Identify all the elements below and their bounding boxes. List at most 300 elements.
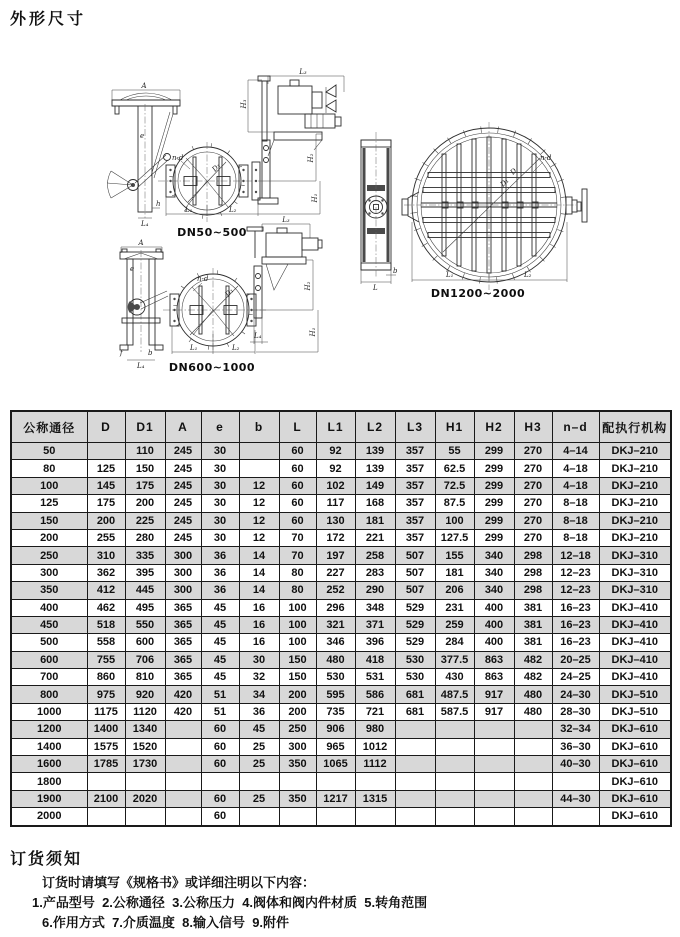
table-cell: 16: [239, 616, 279, 633]
table-cell: 14: [239, 564, 279, 581]
dim-label-L4: L₄: [137, 362, 145, 370]
table-cell: 12: [239, 495, 279, 512]
table-cell: 12: [239, 477, 279, 494]
dim-label-D1: D₁: [498, 176, 511, 189]
table-cell: 125: [11, 495, 87, 512]
table-cell: [514, 738, 552, 755]
table-cell: [165, 773, 201, 790]
table-cell: 412: [87, 582, 125, 599]
table-cell: 102: [316, 477, 355, 494]
table-cell: 100: [279, 616, 316, 633]
table-cell: 920: [125, 686, 165, 703]
table-cell: 1175: [87, 703, 125, 720]
table-cell: 310: [87, 547, 125, 564]
table-cell: 181: [355, 512, 395, 529]
table-cell: 800: [11, 686, 87, 703]
table-header-cell: A: [165, 411, 201, 443]
table-cell: 1785: [87, 756, 125, 773]
table-cell: 1730: [125, 756, 165, 773]
table-cell: 558: [87, 634, 125, 651]
table-cell: 299: [474, 443, 514, 460]
table-cell: 30: [201, 512, 239, 529]
table-row: [11, 634, 671, 651]
dim-label-b: b: [393, 267, 398, 275]
table-cell: 335: [125, 547, 165, 564]
table-cell: 357: [395, 512, 435, 529]
table-cell: 863: [474, 669, 514, 686]
table-cell: 30: [239, 651, 279, 668]
dim-label-b: b: [148, 349, 153, 357]
table-header-row: [11, 411, 671, 443]
table-cell: 149: [355, 477, 395, 494]
table-cell: 45: [239, 721, 279, 738]
table-cell: DKJ–210: [599, 477, 671, 494]
dim-label-L2: L₂: [232, 344, 240, 352]
table-cell: 181: [435, 564, 474, 581]
table-cell: 60: [201, 790, 239, 807]
table-row: [11, 477, 671, 494]
table-cell: 30: [201, 460, 239, 477]
table-cell: 495: [125, 599, 165, 616]
table-cell: 480: [514, 686, 552, 703]
table-cell: DKJ–410: [599, 669, 671, 686]
table-cell: 270: [514, 512, 552, 529]
dim-label-D1: D₁: [210, 161, 223, 174]
table-cell: 36: [239, 703, 279, 720]
table-cell: 245: [165, 460, 201, 477]
table-cell: 14: [239, 547, 279, 564]
table-cell: [239, 460, 279, 477]
table-cell: DKJ–510: [599, 703, 671, 720]
table-cell: 980: [355, 721, 395, 738]
table-cell: [514, 721, 552, 738]
table-row: [11, 495, 671, 512]
table-cell: 80: [279, 582, 316, 599]
table-cell: [435, 738, 474, 755]
table-cell: 44–30: [552, 790, 599, 807]
table-cell: 70: [279, 547, 316, 564]
dim-label-H1: H₁: [309, 327, 317, 337]
table-cell: 25: [239, 790, 279, 807]
table-cell: DKJ–610: [599, 773, 671, 790]
table-cell: 298: [514, 564, 552, 581]
table-cell: 365: [165, 651, 201, 668]
table-cell: 250: [279, 721, 316, 738]
table-cell: 400: [474, 634, 514, 651]
table-cell: 420: [165, 703, 201, 720]
table-cell: [435, 721, 474, 738]
table-cell: [239, 443, 279, 460]
table-cell: 299: [474, 460, 514, 477]
table-cell: 600: [125, 634, 165, 651]
table-cell: 681: [395, 703, 435, 720]
table-row: [11, 721, 671, 738]
table-cell: 280: [125, 529, 165, 546]
table-cell: 150: [125, 460, 165, 477]
table-cell: DKJ–310: [599, 564, 671, 581]
table-cell: [514, 773, 552, 790]
table-cell: [201, 773, 239, 790]
table-cell: 371: [355, 616, 395, 633]
table-cell: 340: [474, 564, 514, 581]
table-cell: 45: [201, 634, 239, 651]
table-cell: 480: [514, 703, 552, 720]
table-cell: 518: [87, 616, 125, 633]
table-cell: 4–18: [552, 460, 599, 477]
table-cell: DKJ–610: [599, 808, 671, 826]
table-cell: 145: [87, 477, 125, 494]
dim-label-nd: n-d: [172, 154, 184, 162]
table-cell: 80: [11, 460, 87, 477]
table-cell: 530: [395, 651, 435, 668]
table-cell: 8–18: [552, 529, 599, 546]
dim-label-H2: H₂: [307, 153, 315, 163]
table-cell: 221: [355, 529, 395, 546]
dim-label-H1: H₁: [311, 193, 319, 203]
dimension-table: [10, 410, 672, 827]
table-row: [11, 669, 671, 686]
table-cell: 270: [514, 529, 552, 546]
table-cell: 365: [165, 599, 201, 616]
table-cell: 357: [395, 529, 435, 546]
table-cell: 283: [355, 564, 395, 581]
table-cell: 92: [316, 460, 355, 477]
table-cell: 586: [355, 686, 395, 703]
table-cell: [435, 808, 474, 826]
table-cell: 300: [11, 564, 87, 581]
dim-label-L3: L₃: [282, 216, 290, 224]
table-cell: 1340: [125, 721, 165, 738]
table-cell: 12–23: [552, 582, 599, 599]
table-cell: 530: [316, 669, 355, 686]
table-cell: 155: [435, 547, 474, 564]
table-cell: 8–18: [552, 512, 599, 529]
table-cell: 587.5: [435, 703, 474, 720]
table-cell: 14: [239, 582, 279, 599]
table-header-cell: e: [201, 411, 239, 443]
table-header-cell: n–d: [552, 411, 599, 443]
table-cell: 51: [201, 703, 239, 720]
table-cell: [395, 773, 435, 790]
table-header-cell: L1: [316, 411, 355, 443]
table-cell: [125, 808, 165, 826]
ordering-section: [0, 846, 680, 933]
table-cell: [395, 790, 435, 807]
table-cell: [87, 443, 125, 460]
table-cell: 706: [125, 651, 165, 668]
table-header-cell: H3: [514, 411, 552, 443]
table-cell: 357: [395, 477, 435, 494]
table-cell: 507: [395, 547, 435, 564]
table-cell: 357: [395, 443, 435, 460]
table-cell: 1000: [11, 703, 87, 720]
table-cell: 16: [239, 634, 279, 651]
table-cell: 1400: [87, 721, 125, 738]
table-cell: 245: [165, 495, 201, 512]
table-cell: 206: [435, 582, 474, 599]
dim-label-L2: L₂: [524, 271, 532, 279]
table-cell: 245: [165, 443, 201, 460]
table-cell: 16: [239, 599, 279, 616]
table-header-cell: 配执行机构: [599, 411, 671, 443]
table-cell: 55: [435, 443, 474, 460]
ordering-heading: 订货须知: [10, 851, 83, 868]
table-cell: 1900: [11, 790, 87, 807]
table-cell: 125: [87, 460, 125, 477]
table-cell: 270: [514, 477, 552, 494]
table-cell: 529: [395, 599, 435, 616]
table-cell: 348: [355, 599, 395, 616]
table-cell: 600: [11, 651, 87, 668]
table-cell: 346: [316, 634, 355, 651]
drawing-caption-dn600-1000: DN600~1000: [168, 361, 256, 374]
table-cell: [395, 756, 435, 773]
table-cell: 810: [125, 669, 165, 686]
table-cell: DKJ–210: [599, 460, 671, 477]
table-cell: [239, 808, 279, 826]
table-cell: [165, 790, 201, 807]
page-title: 外形尺寸: [10, 11, 87, 28]
table-cell: 45: [201, 669, 239, 686]
table-cell: [435, 773, 474, 790]
table-cell: 12: [239, 512, 279, 529]
table-cell: 1575: [87, 738, 125, 755]
table-cell: 529: [395, 616, 435, 633]
table-cell: 300: [165, 582, 201, 599]
table-cell: 482: [514, 651, 552, 668]
table-cell: 1315: [355, 790, 395, 807]
table-cell: 60: [279, 512, 316, 529]
table-row: [11, 756, 671, 773]
table-cell: 175: [87, 495, 125, 512]
table-cell: 60: [201, 721, 239, 738]
table-row: [11, 773, 671, 790]
table-cell: 340: [474, 582, 514, 599]
table-cell: 445: [125, 582, 165, 599]
table-cell: 487.5: [435, 686, 474, 703]
table-cell: 16–23: [552, 599, 599, 616]
table-cell: 270: [514, 495, 552, 512]
table-cell: 681: [395, 686, 435, 703]
table-cell: [474, 773, 514, 790]
table-cell: [395, 721, 435, 738]
dim-label-nd: n-d: [540, 154, 552, 162]
table-cell: [316, 773, 355, 790]
table-cell: [355, 773, 395, 790]
table-cell: 72.5: [435, 477, 474, 494]
table-row: [11, 512, 671, 529]
table-cell: 4–18: [552, 477, 599, 494]
table-row: [11, 790, 671, 807]
table-cell: 755: [87, 651, 125, 668]
table-cell: 298: [514, 582, 552, 599]
table-cell: DKJ–610: [599, 790, 671, 807]
table-cell: 20–25: [552, 651, 599, 668]
table-header-cell: L: [279, 411, 316, 443]
table-cell: 2000: [11, 808, 87, 826]
table-cell: [395, 738, 435, 755]
table-cell: 299: [474, 529, 514, 546]
table-cell: 1065: [316, 756, 355, 773]
table-cell: 507: [395, 582, 435, 599]
table-cell: 595: [316, 686, 355, 703]
table-cell: 100: [435, 512, 474, 529]
table-header-cell: D: [87, 411, 125, 443]
dim-label-h: h: [156, 200, 161, 208]
table-cell: 300: [165, 547, 201, 564]
table-cell: 258: [355, 547, 395, 564]
table-cell: 700: [11, 669, 87, 686]
table-cell: 28–30: [552, 703, 599, 720]
table-cell: 400: [474, 616, 514, 633]
table-cell: DKJ–510: [599, 686, 671, 703]
table-cell: 290: [355, 582, 395, 599]
table-cell: 965: [316, 738, 355, 755]
table-cell: 12–18: [552, 547, 599, 564]
table-cell: [514, 808, 552, 826]
table-cell: DKJ–210: [599, 495, 671, 512]
table-cell: 30: [201, 443, 239, 460]
table-cell: 36–30: [552, 738, 599, 755]
table-cell: 45: [201, 616, 239, 633]
table-cell: DKJ–410: [599, 599, 671, 616]
table-row: [11, 738, 671, 755]
table-cell: 150: [279, 651, 316, 668]
table-cell: [239, 773, 279, 790]
table-cell: 2020: [125, 790, 165, 807]
table-cell: [474, 738, 514, 755]
table-cell: 462: [87, 599, 125, 616]
table-cell: 60: [201, 808, 239, 826]
table-cell: 92: [316, 443, 355, 460]
table-cell: 300: [165, 564, 201, 581]
table-cell: 531: [355, 669, 395, 686]
table-header-cell: L2: [355, 411, 395, 443]
table-cell: 25: [239, 756, 279, 773]
table-cell: [435, 756, 474, 773]
table-cell: 51: [201, 686, 239, 703]
table-cell: [165, 808, 201, 826]
table-cell: 721: [355, 703, 395, 720]
table-cell: 60: [279, 443, 316, 460]
table-cell: DKJ–310: [599, 547, 671, 564]
table-cell: 362: [87, 564, 125, 581]
table-row: [11, 582, 671, 599]
table-cell: 245: [165, 512, 201, 529]
table-row: [11, 443, 671, 460]
drawing-dn1200-2000: [361, 122, 587, 300]
table-cell: 395: [125, 564, 165, 581]
table-cell: [279, 808, 316, 826]
table-cell: 45: [201, 651, 239, 668]
dim-label-L1: L₁: [446, 271, 454, 279]
table-cell: 530: [395, 669, 435, 686]
table-cell: 1520: [125, 738, 165, 755]
table-cell: 418: [355, 651, 395, 668]
table-cell: 200: [279, 686, 316, 703]
table-row: [11, 547, 671, 564]
table-header-cell: H1: [435, 411, 474, 443]
table-cell: 225: [125, 512, 165, 529]
table-cell: [87, 773, 125, 790]
table-cell: DKJ–210: [599, 529, 671, 546]
table-header-cell: H2: [474, 411, 514, 443]
table-cell: 34: [239, 686, 279, 703]
table-cell: 60: [279, 495, 316, 512]
table-cell: [474, 756, 514, 773]
table-cell: 400: [474, 599, 514, 616]
table-row: [11, 564, 671, 581]
table-cell: 365: [165, 634, 201, 651]
table-cell: 227: [316, 564, 355, 581]
table-cell: 863: [474, 651, 514, 668]
table-cell: 24–30: [552, 686, 599, 703]
table-cell: 284: [435, 634, 474, 651]
table-cell: 299: [474, 477, 514, 494]
table-cell: 350: [11, 582, 87, 599]
table-cell: 340: [474, 547, 514, 564]
table-cell: DKJ–310: [599, 582, 671, 599]
dim-label-nd: n-d: [197, 275, 209, 283]
table-cell: 917: [474, 686, 514, 703]
table-cell: 172: [316, 529, 355, 546]
table-cell: 550: [125, 616, 165, 633]
table-body: [11, 443, 671, 826]
table-row: [11, 599, 671, 616]
table-cell: 16–23: [552, 616, 599, 633]
table-cell: 1012: [355, 738, 395, 755]
table-cell: 117: [316, 495, 355, 512]
table-cell: 430: [435, 669, 474, 686]
table-cell: 175: [125, 477, 165, 494]
dim-label-e: e: [140, 132, 145, 140]
table-cell: 270: [514, 460, 552, 477]
table-cell: 40–30: [552, 756, 599, 773]
table-cell: 1120: [125, 703, 165, 720]
table-cell: 480: [316, 651, 355, 668]
table-cell: 296: [316, 599, 355, 616]
table-cell: 250: [11, 547, 87, 564]
table-cell: [165, 721, 201, 738]
table-cell: 231: [435, 599, 474, 616]
table-cell: 1600: [11, 756, 87, 773]
dimension-drawings: [0, 0, 680, 405]
table-cell: [514, 756, 552, 773]
dim-label-L4: L₄: [141, 220, 149, 228]
table-cell: 300: [279, 738, 316, 755]
table-cell: 100: [11, 477, 87, 494]
table-cell: 400: [11, 599, 87, 616]
table-cell: 906: [316, 721, 355, 738]
table-cell: 87.5: [435, 495, 474, 512]
table-cell: 100: [279, 599, 316, 616]
table-cell: 321: [316, 616, 355, 633]
table-cell: 16–23: [552, 634, 599, 651]
table-cell: DKJ–210: [599, 512, 671, 529]
table-cell: 25: [239, 738, 279, 755]
table-cell: 365: [165, 669, 201, 686]
ordering-line-1: 订货时请填写《规格书》或详细注明以下内容：: [42, 875, 316, 890]
table-header-cell: L3: [395, 411, 435, 443]
table-cell: 255: [87, 529, 125, 546]
table-cell: 4–14: [552, 443, 599, 460]
table-cell: 200: [87, 512, 125, 529]
table-cell: 1800: [11, 773, 87, 790]
table-cell: 36: [201, 582, 239, 599]
table-cell: 365: [165, 616, 201, 633]
ordering-line-3: 6.作用方式 7.介质温度 8.输入信号 9.附件: [42, 915, 290, 930]
table-row: [11, 703, 671, 720]
